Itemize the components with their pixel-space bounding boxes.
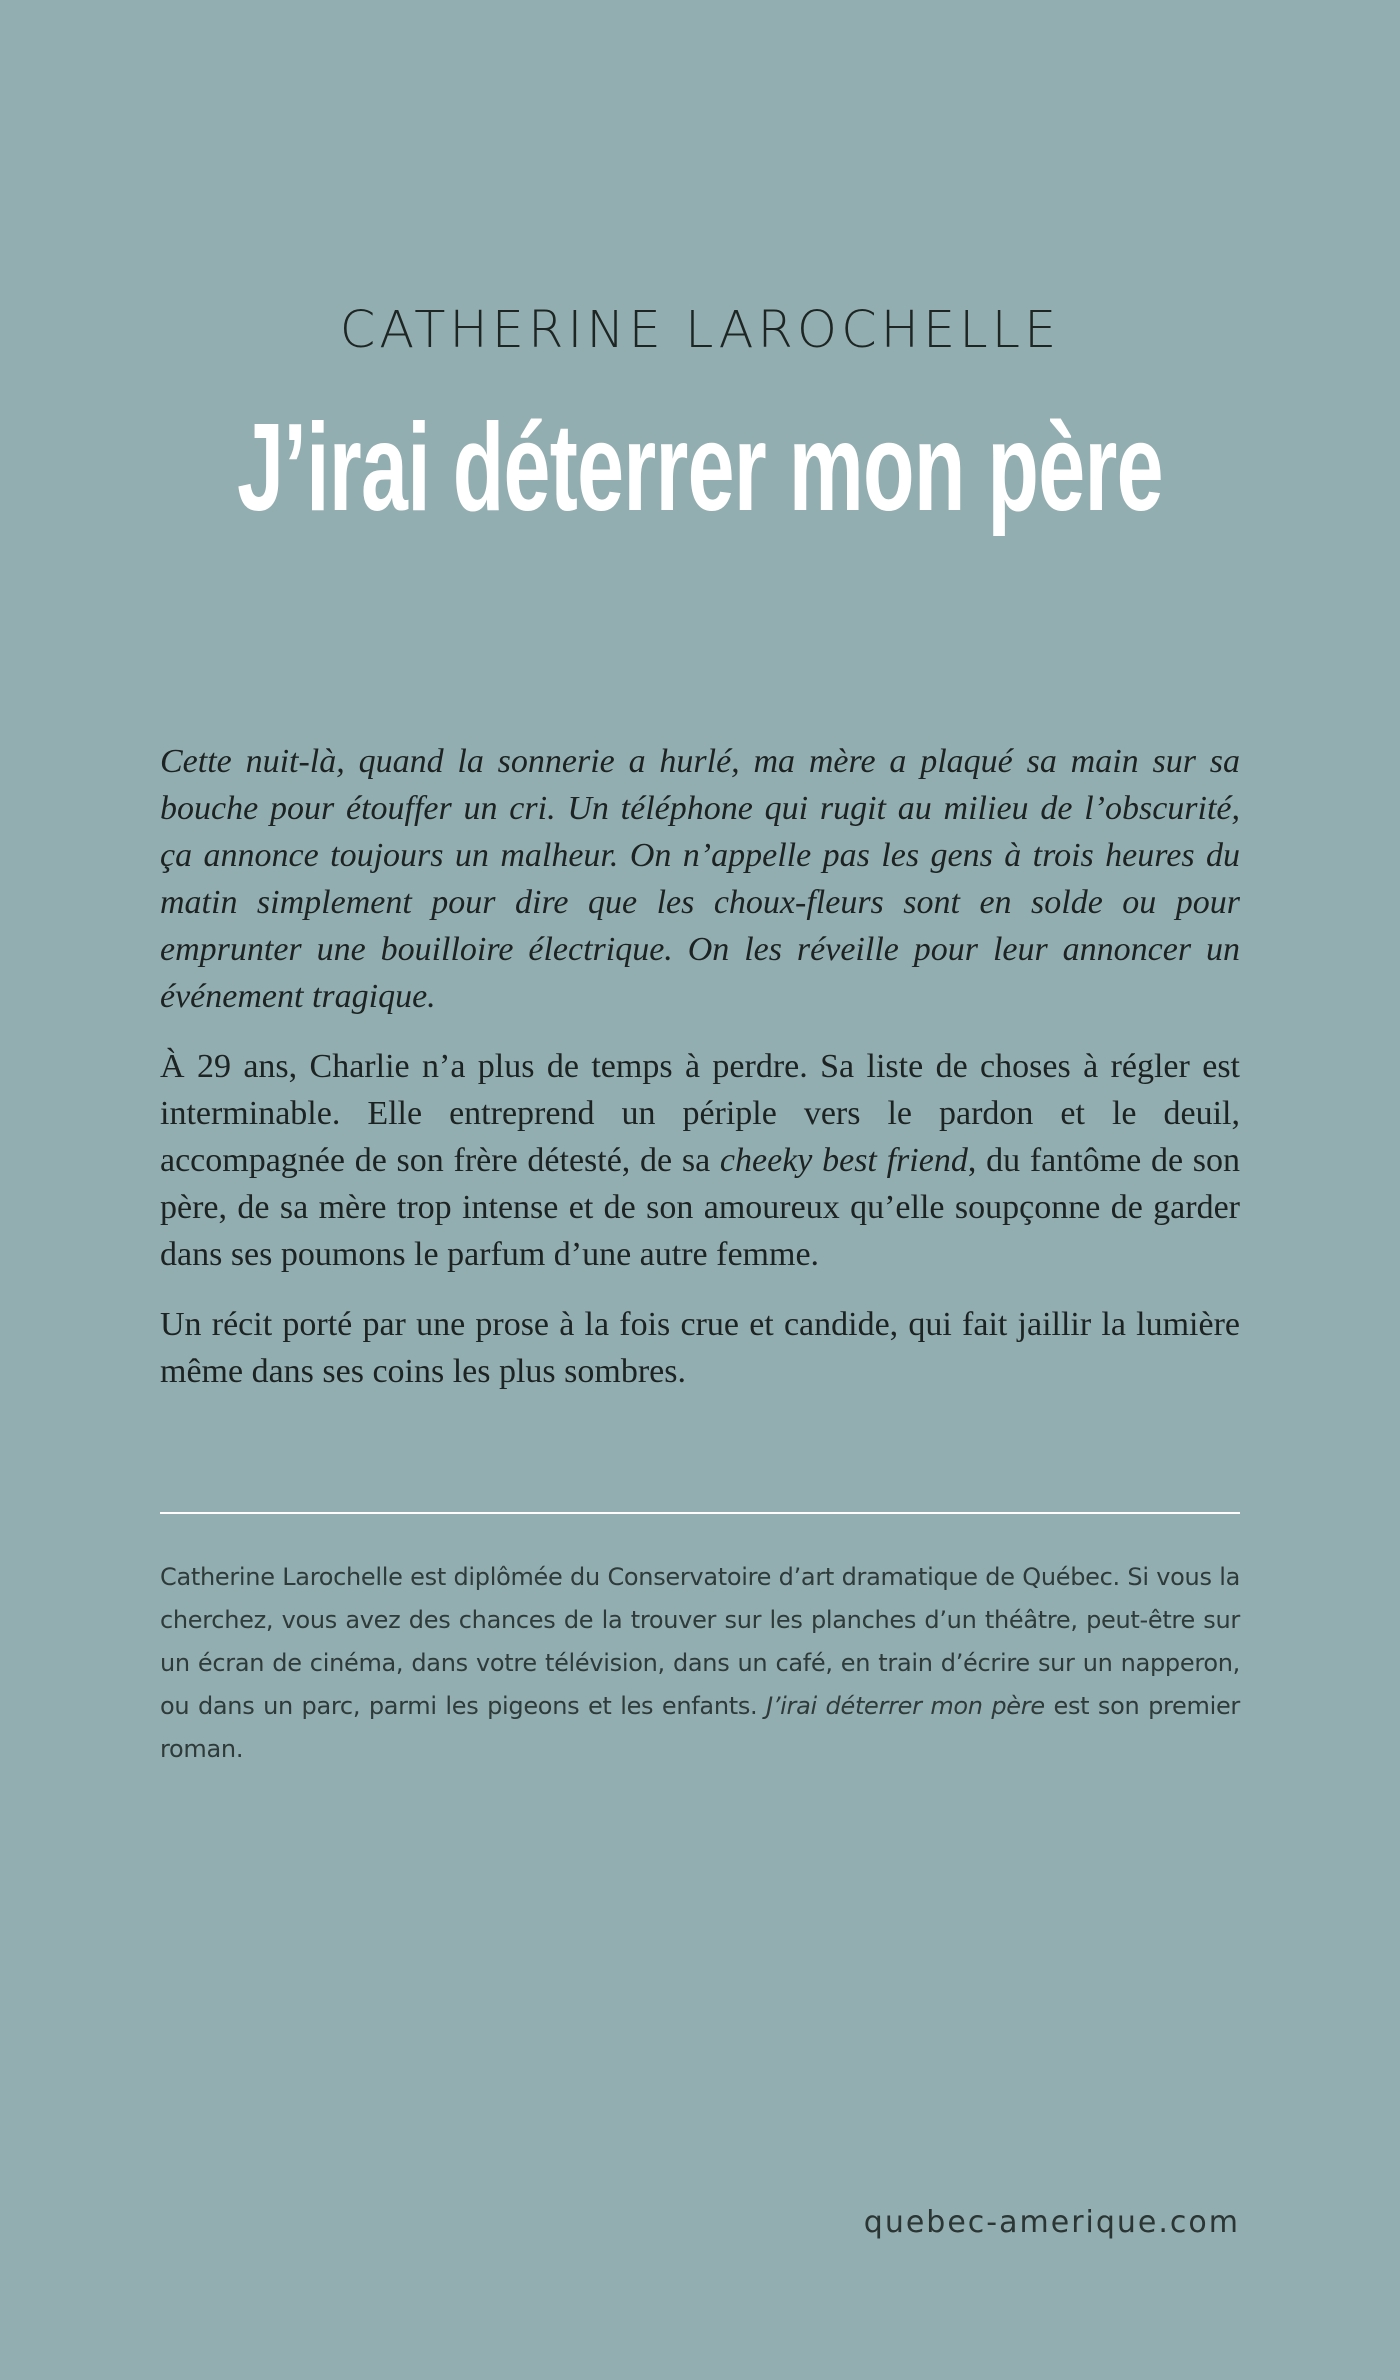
blurb-summary-text: À 29 ans, Charlie n’a plus de temps à perdre. Sa liste de choses à régler est interminable. Elle entreprend un périple vers le pardon et le deuil, accompagnée de son frère détesté, de sa [160,1048,1240,1179]
blurb-summary-italic: cheeky best friend [719,1142,968,1179]
blurb-tagline: Un récit porté par une prose à la fois crue et candide, qui fait jaillir la lumière même dans ses coins les plus sombres. [160,1306,1240,1390]
author-bio-text: Catherine Larochelle est diplômée du Conservatoire d’art dramatique de Québec. Si vous la cherchez, vous avez des chances de la trouver sur les planches d’un théâtre, peut-être sur un écran de cinéma, dans votre télévision, dans un café, en train d’écrire sur un napperon, ou dans un parc, parmi les pigeons et les enfants. [160,1563,1240,1720]
blurb [160,738,1240,1418]
author-bio [160,1556,1240,1771]
author-bio-ending: est son premier roman. [160,1692,1240,1763]
blurb-summary [160,1043,1240,1278]
publisher-website: quebec-amerique.com [863,2205,1240,2240]
book-title: J’irai déterrer mon père [237,399,1163,537]
blurb-excerpt: Cette nuit-là, quand la sonnerie a hurlé, ma mère a plaqué sa main sur sa bouche pour étouffer un cri. Un téléphone qui rugit au milieu de l’obscurité, ça annonce toujours un malheur. On n’appelle pas les gens à trois heures du matin simplement pour dire que les choux-fleurs sont en solde ou pour emprunter une bouilloire électrique. On les réveille pour leur annoncer un événement tragique. [160,743,1240,1015]
blurb-summary-text-end: , du fantôme de son père, de sa mère trop intense et de son amoureux qu’elle soupçonne de garder dans ses poumons le parfum d’une autre femme. [160,1142,1241,1273]
author-name: CATHERINE LAROCHELLE [339,301,1061,360]
divider [160,1512,1240,1514]
author-bio-book-title: J’irai déterrer mon père [766,1692,1045,1720]
